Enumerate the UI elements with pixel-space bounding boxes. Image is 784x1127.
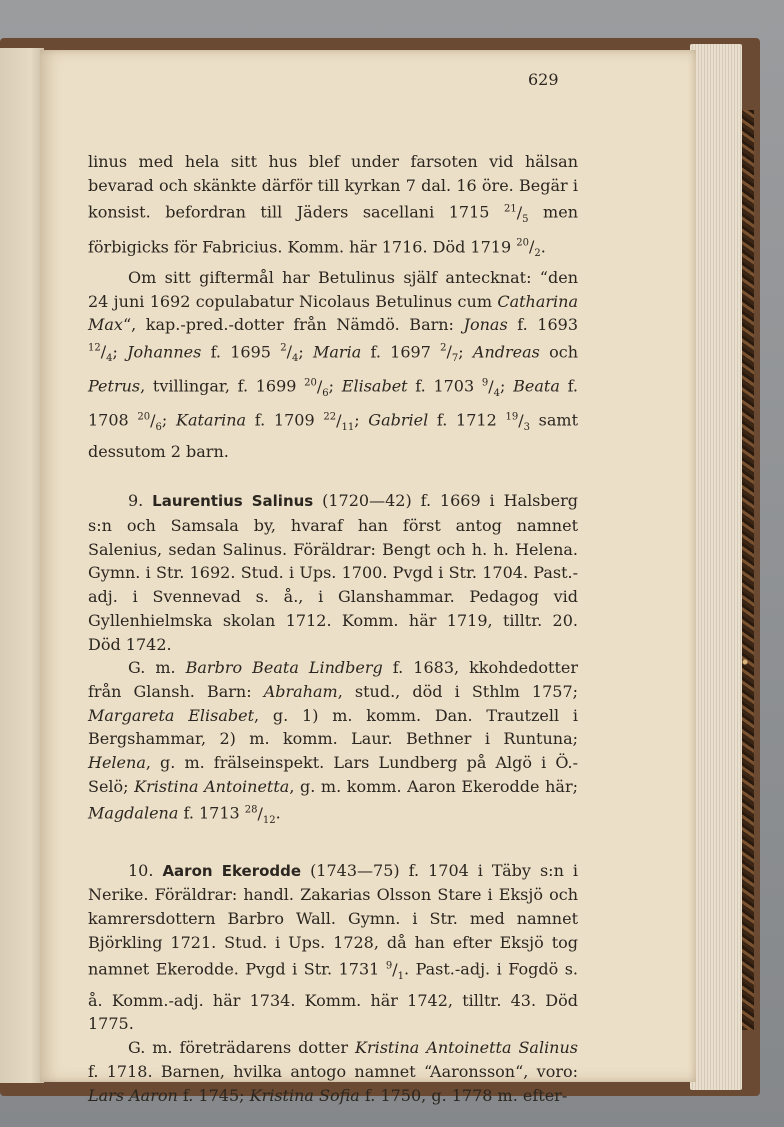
text-run: men förbigicks för Fabricius. Komm. här 1716. Död 1719 [88, 202, 579, 256]
text-run: , tvillingar, f. 1699 [140, 376, 305, 396]
date-fraction: $^{19}/_3$ [505, 410, 530, 433]
text-run: . Past.-adj. i Fogdö s. å. Komm.-adj. här 1734. Komm. här 1742, tilltr. 43. Död 1775. [88, 959, 579, 1034]
date-fraction: $^2/_4$ [280, 342, 299, 365]
italic-name: Lars Aaron [88, 1085, 178, 1105]
italic-name: Elisabet [341, 376, 408, 396]
text-run: ; [161, 410, 177, 430]
italic-name: Gabriel [368, 410, 429, 430]
paragraph [88, 150, 578, 266]
text-run: och [539, 342, 579, 362]
date-fraction: $^{28}/_{12}$ [244, 803, 276, 826]
date-fraction: $^9/_1$ [385, 959, 404, 982]
italic-name: Jonas [463, 315, 508, 335]
left-page-edge [0, 48, 44, 1083]
text-run: ; [328, 376, 342, 396]
text-run: “, kap.-pred.-dotter från Nämdö. Barn: [122, 315, 464, 335]
date-fraction: $^{22}/_{11}$ [323, 410, 355, 433]
italic-name: Magdalena [88, 803, 179, 823]
italic-name: Catharina Max [88, 291, 578, 335]
italic-name: Katarina [176, 410, 247, 430]
text-run: f. 1693 [507, 315, 578, 335]
text-run: f. 1712 [428, 410, 506, 430]
text-run: f. 1708 [88, 376, 579, 430]
date-fraction: $^2/_7$ [440, 342, 459, 365]
text-run: ; [298, 342, 313, 362]
date-fraction: $^{20}/_6$ [137, 410, 162, 433]
text-run: samt dessutom 2 barn. [88, 410, 579, 461]
date-fraction: $^{20}/_2$ [516, 236, 541, 260]
italic-name: Kristina Sofia [249, 1085, 360, 1105]
paragraph [88, 1036, 578, 1107]
text-run: G. m. företrädarens dotter [128, 1038, 355, 1058]
page-number: 629 [528, 70, 559, 89]
page-stack-edge [690, 44, 742, 1090]
date-fraction: $^{21}/_5$ [504, 202, 529, 225]
text-run: f. 1683, kkohdedotter från Glansh. Barn: [88, 658, 579, 701]
text-run: linus med hela sitt hus blef under farsoten vid hälsan bevarad och skänkte därför till kyrkan 7 dal. 16 öre. Begär i konsist. befordran till Jäders sacellani 1715 [88, 152, 578, 222]
text-run: ; [500, 376, 514, 396]
text-run: f. 1718. Barnen, hvilka antogo namnet “Aaronsson“, voro: [88, 1061, 578, 1081]
text-run: , g. m. komm. Aaron Ekerodde här; [289, 776, 578, 796]
date-fraction: $^{12}/_4$ [88, 342, 113, 365]
text-run: (1720—42) f. 1669 i Halsberg s:n och Samsala by, hvaraf han först antog namnet Salenius, sedan Salinus. Föräldrar: Bengt och h. h. Helena. Gymn. i Str. 1692. Stud. i Ups. 1700. Pvgd i Str. 1704. Past.-adj. i Svennevad s. å., i Glanshammar. Pedagog vid Gyllenhielmska skolan 1712. Komm. här 1719, tilltr. 20. Död 1742. [88, 491, 578, 654]
italic-name: Abraham [263, 681, 338, 701]
text-run: G. m. [128, 658, 186, 678]
text-run: f. 1695 [201, 342, 281, 362]
text-run: 10. [128, 860, 163, 880]
italic-name: Petrus [88, 376, 141, 396]
text-run: , stud., död i Sthlm 1757; [337, 681, 579, 701]
paragraph [88, 489, 578, 656]
paragraph [88, 859, 578, 1036]
text-run: 9. [128, 491, 153, 511]
text-run: f. 1750, g. 1778 m. efter- [359, 1085, 568, 1105]
italic-name: Maria [313, 342, 362, 362]
text-run: , g. m. frälseinspekt. Lars Lundberg på Algö i Ö.-Selö; [88, 753, 578, 796]
italic-name: Kristina Antoinetta [134, 776, 290, 796]
entry-name: Aaron Ekerodde [162, 861, 302, 880]
text-run: f. 1709 [246, 410, 324, 430]
text-run: Om sitt giftermål har Betulinus själf antecknat: “den 24 juni 1692 copulabatur Nicolaus Betulinus cum [88, 267, 578, 311]
date-fraction: $^9/_4$ [481, 376, 501, 399]
text-run: ; [112, 342, 128, 362]
paragraph [88, 266, 578, 463]
text-run: . [275, 803, 281, 823]
text-run: ; [458, 342, 473, 362]
page-text [88, 150, 578, 1107]
text-run: f. 1745; [177, 1085, 250, 1105]
italic-name: Kristina Antoinetta Salinus [354, 1038, 579, 1058]
date-fraction: $^{20}/_6$ [304, 376, 329, 399]
italic-name: Andreas [472, 342, 540, 362]
text-run: ; [354, 410, 369, 430]
italic-name: Johannes [127, 342, 202, 362]
italic-name: Margareta Elisabet [88, 705, 255, 725]
italic-name: Helena [88, 753, 146, 773]
text-run: f. 1697 [361, 342, 441, 362]
entry-name: Laurentius Salinus [152, 492, 314, 511]
text-run: (1743—75) f. 1704 i Täby s:n i Nerike. Föräldrar: handl. Zakarias Olsson Stare i Eksjö och kamrersdottern Barbro Wall. Gymn. i Str. med namnet Björkling 1721. Stud. i Ups. 1728, då han efter Eksjö tog namnet Ekerodde. Pvgd i Str. 1731 [88, 860, 578, 979]
text-run: f. 1703 [407, 376, 482, 396]
text-run: f. 1713 [178, 803, 245, 823]
text-run: . [540, 236, 546, 256]
paragraph [88, 656, 578, 832]
italic-name: Beata [513, 376, 560, 396]
text-run: , g. 1) m. komm. Dan. Trautzell i Bergshammar, 2) m. komm. Laur. Bethner i Runtuna; [88, 705, 578, 749]
italic-name: Barbro Beata Lindberg [185, 658, 383, 678]
